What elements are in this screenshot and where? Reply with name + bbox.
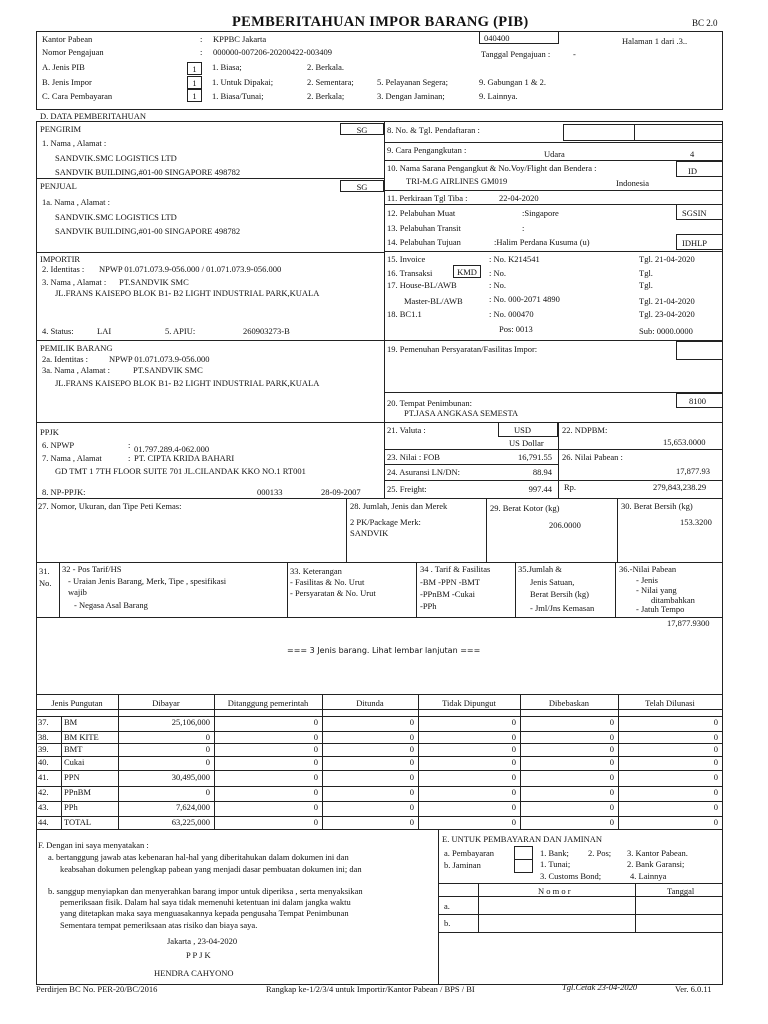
f16-no: : No. xyxy=(489,268,506,278)
footer-ver: Ver. 6.0.11 xyxy=(675,984,712,994)
f30-label: 30. Berat Bersih (kg) xyxy=(621,501,693,511)
c36c: - Nilai yang xyxy=(636,585,677,595)
f17-tgl: Tgl. xyxy=(639,280,653,290)
pungutan-cell: 0 xyxy=(409,732,414,742)
pungutan-row-jenis: PPh xyxy=(64,802,78,812)
ppjk-np: 000133 xyxy=(257,487,283,497)
pungutan-cell: 0 xyxy=(713,744,718,754)
pungutan-cell: 0 xyxy=(511,817,516,827)
halaman: Halaman 1 dari .3.. xyxy=(622,36,688,46)
f29-label: 29. Berat Kotor (kg) xyxy=(490,503,560,513)
f17b-label: Master-BL/AWB xyxy=(404,296,463,306)
pungutan-cell: 0 xyxy=(511,772,516,782)
pungutan-cell: 0 xyxy=(511,717,516,727)
footer-cetak: Tgl.Cetak 23-04-2020 xyxy=(562,982,638,992)
pungutan-cell: 0 xyxy=(511,802,516,812)
pay-b: b. Jaminan xyxy=(444,860,481,870)
c36-val: 17,877.9300 xyxy=(667,618,710,628)
f16-tgl: Tgl. xyxy=(639,268,653,278)
f28-label: 28. Jumlah, Jenis dan Merek xyxy=(350,501,448,511)
f11-label: 11. Perkiraan Tgl Tiba : xyxy=(387,193,468,203)
pungutan-cell: 0 xyxy=(205,757,210,767)
pungutan-cell: 0 xyxy=(609,717,614,727)
decl-name: HENDRA CAHYONO xyxy=(154,968,234,978)
cara-bayar-opt-3: 3. Dengan Jaminan; xyxy=(377,91,445,101)
c32a: 32 - Pos Tarif/HS xyxy=(62,564,122,574)
ppjk-alamat: GD TMT 1 7TH FLOOR SUITE 701 JL.CILANDAK KKO NO.1 RT001 xyxy=(55,466,306,476)
c31b: No. xyxy=(39,578,52,588)
pungutan-cell: 0 xyxy=(409,817,414,827)
c32c: wajib xyxy=(68,587,87,597)
f20-val: PT.JASA ANGKASA SEMESTA xyxy=(404,408,519,418)
f22-val: 15,653.0000 xyxy=(663,437,706,447)
pay-o2: 2. Pos; xyxy=(588,848,612,858)
f16-box: KMD xyxy=(457,267,477,277)
nomor-pengajuan: 000000-007206-20200422-003409 xyxy=(213,47,332,57)
pungutan-cell: 0 xyxy=(205,732,210,742)
pungutan-cell: 0 xyxy=(313,817,318,827)
pungutan-cell: 0 xyxy=(609,757,614,767)
pungutan-row-no: 43. xyxy=(38,802,49,812)
section-d-title: D. DATA PEMBERITAHUAN xyxy=(40,111,147,121)
f10-code: ID xyxy=(688,166,697,176)
decl-b4: Sementara tempat pemeriksaan atas risiko dan biaya saya. xyxy=(60,920,258,930)
form-code: BC 2.0 xyxy=(692,18,718,28)
pungutan-cell: 0 xyxy=(609,744,614,754)
f10-val: TRI-M.G AIRLINES GM019 xyxy=(406,176,508,186)
cara-bayar-opt-2: 2. Berkala; xyxy=(307,91,345,101)
decl-b1: b. sanggup menyiapkan dan menyerahkan barang impor untuk diperiksa , serta menyaksikan xyxy=(48,886,363,896)
ppjk-nama: PT. CIPTA KRIDA BAHARI xyxy=(134,453,235,463)
pungutan-cell: 0 xyxy=(713,772,718,782)
penjual-country: SG xyxy=(356,182,368,192)
pungutan-cell: 0 xyxy=(313,772,318,782)
c36a: 36.-Nilai Pabean xyxy=(619,564,677,574)
importir-nama-label: 3. Nama , Alamat : xyxy=(42,277,107,287)
f17-no: : No. xyxy=(489,280,506,290)
kantor-code: 040400 xyxy=(484,33,510,43)
pungutan-row-jenis: BMT xyxy=(64,744,83,754)
c35b: Jenis Satuan, xyxy=(530,577,575,587)
f8-label: 8. No. & Tgl. Pendaftaran : xyxy=(387,125,480,135)
jenis-pib-label: A. Jenis PIB xyxy=(42,62,85,72)
importir-apiu: 260903273-B xyxy=(243,326,290,336)
kantor-pabean-label: Kantor Pabean xyxy=(42,34,93,44)
nomor-pengajuan-label: Nomor Pengajuan xyxy=(42,47,104,57)
pengirim-nama: SANDVIK.SMC LOGISTICS LTD xyxy=(55,153,177,163)
penjual-label: PENJUAL xyxy=(40,181,77,191)
f10-country: Indonesia xyxy=(616,178,650,188)
importir-status: LAI xyxy=(97,326,112,336)
importir-nama: PT.SANDVIK SMC xyxy=(119,277,189,287)
pungutan-row-jenis: Cukai xyxy=(64,757,85,767)
f14-code: IDHLP xyxy=(682,238,708,248)
f17b-no: : No. 000-2071 4890 xyxy=(489,294,560,304)
f24-label: 24. Asuransi LN/DN: xyxy=(387,467,460,477)
pungutan-cell: 25,106,000 xyxy=(171,717,210,727)
pungutan-cell: 0 xyxy=(409,757,414,767)
ph-ditanggung: Ditanggung pemerintah xyxy=(227,698,309,708)
pungutan-cell: 0 xyxy=(205,787,210,797)
importir-identitas: NPWP 01.071.073.9-056.000 / 01.071.073.9-056.000 xyxy=(99,264,282,274)
f21-name: US Dollar xyxy=(509,438,544,448)
c36e: - Jatuh Tempo xyxy=(636,604,685,614)
pungutan-cell: 0 xyxy=(409,744,414,754)
pemilik-identitas-label: 2a. Identitas : xyxy=(42,354,89,364)
f30-val: 153.3200 xyxy=(680,517,712,527)
pungutan-cell: 0 xyxy=(409,787,414,797)
jenis-impor-opt-9: 9. Gabungan 1 & 2. xyxy=(479,77,547,87)
f26-usd: 17,877.93 xyxy=(676,466,710,476)
pungutan-cell: 0 xyxy=(313,717,318,727)
f11-val: 22-04-2020 xyxy=(499,193,539,203)
pungutan-cell: 0 xyxy=(409,717,414,727)
f26-label: 26. Nilai Pabean : xyxy=(562,452,623,462)
cara-bayar-opt-9: 9. Lainnya. xyxy=(479,91,518,101)
f14-val: :Halim Perdana Kusuma (u) xyxy=(494,237,590,247)
pay-o7: 4. Lainnya xyxy=(630,871,667,881)
tanggal-pengajuan: - xyxy=(573,49,576,59)
pungutan-cell: 0 xyxy=(511,787,516,797)
c35c: Berat Bersih (kg) xyxy=(530,589,590,599)
items-note: === 3 Jenis barang. Lihat lembar lanjutan === xyxy=(287,646,481,655)
c34d: -PPh xyxy=(420,601,437,611)
pemilik-nama-label: 3a. Nama , Alamat : xyxy=(42,365,110,375)
pengirim-nama-label: 1. Nama , Alamat : xyxy=(42,138,107,148)
pemilik-alamat: JL.FRANS KAISEPO BLOK B1- B2 LIGHT INDUSTRIAL PARK,KUALA xyxy=(55,378,320,388)
pungutan-cell: 0 xyxy=(511,757,516,767)
ppjk-label: PPJK xyxy=(40,427,59,437)
jenis-impor-opt-5: 5. Pelayanan Segera; xyxy=(377,77,449,87)
pungutan-cell: 0 xyxy=(713,717,718,727)
pay-o1: 1. Bank; xyxy=(540,848,569,858)
pay-tanggal: Tanggal xyxy=(667,886,695,896)
f9-label: 9. Cara Pengangkutan : xyxy=(387,145,467,155)
footer-mid: Rangkap ke-1/2/3/4 untuk Importir/Kantor Pabean / BPS / BI xyxy=(266,984,475,994)
pungutan-row-no: 39. xyxy=(38,744,49,754)
pungutan-cell: 0 xyxy=(609,802,614,812)
f25-label: 25. Freight: xyxy=(387,484,427,494)
pungutan-cell: 0 xyxy=(205,744,210,754)
f28-brand: SANDVIK xyxy=(350,528,389,538)
f14-label: 14. Pelabuhan Tujuan xyxy=(387,237,461,247)
importir-alamat: JL.FRANS KAISEPO BLOK B1- B2 LIGHT INDUSTRIAL PARK,KUALA xyxy=(55,288,320,298)
ph-jenis: Jenis Pungutan xyxy=(51,698,103,708)
f12-label: 12. Pelabuhan Muat xyxy=(387,208,456,218)
importir-status-label: 4. Status: xyxy=(42,326,74,336)
pungutan-cell: 0 xyxy=(409,772,414,782)
pay-o6: 3. Customs Bond; xyxy=(540,871,602,881)
f25-val: 997.44 xyxy=(528,484,552,494)
pungutan-cell: 0 xyxy=(313,757,318,767)
kantor-pabean: KPPBC Jakarta xyxy=(213,34,267,44)
f29-val: 206.0000 xyxy=(549,520,581,530)
f26-rp-label: Rp. xyxy=(564,482,577,492)
pungutan-row-no: 42. xyxy=(38,787,49,797)
pungutan-row-jenis: BM xyxy=(64,717,78,727)
footer-left: Perdirjen BC No. PER-20/BC/2016 xyxy=(36,984,158,994)
pengirim-alamat: SANDVIK BUILDING,#01-00 SINGAPORE 498782 xyxy=(55,167,241,177)
pungutan-cell: 7,624,000 xyxy=(176,802,210,812)
f13-label: 13. Pelabuhan Transit xyxy=(387,223,461,233)
pay-o3: 3. Kantor Pabean. xyxy=(627,848,688,858)
pungutan-cell: 0 xyxy=(609,732,614,742)
jenis-impor-opt-2: 2. Sementara; xyxy=(307,77,354,87)
f12-code: SGSIN xyxy=(682,208,707,218)
f21-val: USD xyxy=(514,425,532,435)
jenis-impor-val: 1 xyxy=(192,78,197,88)
decl-role: P P J K xyxy=(186,950,211,960)
ppjk-nama-label: 7. Nama , Alamat xyxy=(42,453,102,463)
importir-identitas-label: 2. Identitas : xyxy=(42,264,85,274)
decl-place-date: Jakarta , 23-04-2020 xyxy=(167,936,238,946)
pungutan-cell: 0 xyxy=(511,744,516,754)
pungutan-row-no: 40. xyxy=(38,757,49,767)
pengirim-country: SG xyxy=(356,125,368,135)
pemilik-label: PEMILIK BARANG xyxy=(40,343,113,353)
pungutan-cell: 0 xyxy=(313,744,318,754)
f18-no: : No. 000470 xyxy=(489,309,534,319)
c34a: 34 . Tarif & Fasilitas xyxy=(420,564,491,574)
f18-tgl: Tgl. 23-04-2020 xyxy=(639,309,695,319)
pungutan-row-no: 41. xyxy=(38,772,49,782)
tanggal-pengajuan-label: Tanggal Pengajuan : xyxy=(481,49,551,59)
f17b-tgl: Tgl. 21-04-2020 xyxy=(639,296,695,306)
f27-label: 27. Nomor, Ukuran, dan Tipe Peti Kemas: xyxy=(38,501,182,511)
page-title: PEMBERITAHUAN IMPOR BARANG (PIB) xyxy=(232,14,529,30)
pungutan-cell: 0 xyxy=(713,757,718,767)
f24-val: 88.94 xyxy=(532,467,552,477)
pay-nomor: N o m o r xyxy=(538,886,571,896)
ppjk-npwp: 01.797.289.4-062.000 xyxy=(134,444,210,454)
pungutan-row-jenis: TOTAL xyxy=(64,817,92,827)
f16-label: 16. Transaksi xyxy=(387,268,433,278)
pungutan-cell: 0 xyxy=(713,817,718,827)
pungutan-cell: 0 xyxy=(313,732,318,742)
jenis-pib-opt-2: 2. Berkala. xyxy=(307,62,345,72)
c34b: -BM -PPN -BMT xyxy=(420,577,480,587)
c36d: ditambahkan xyxy=(651,595,695,605)
f26-rp: 279,843,238.29 xyxy=(653,482,707,492)
f17-label: 17. House-BL/AWB xyxy=(387,280,457,290)
pungutan-row-jenis: BM KITE xyxy=(64,732,99,742)
pungutan-row-jenis: PPnBM xyxy=(64,787,91,797)
f15-label: 15. Invoice xyxy=(387,254,426,264)
pungutan-row-no: 37. xyxy=(38,717,49,727)
pungutan-cell: 0 xyxy=(713,802,718,812)
f23-val: 16,791.55 xyxy=(518,452,552,462)
f15-no: : No. K214541 xyxy=(489,254,540,264)
ppjk-np-label: 8. NP-PPJK: xyxy=(42,487,86,497)
c33a: 33. Keterangan xyxy=(290,566,342,576)
pungutan-row-no: 38. xyxy=(38,732,49,742)
c36b: - Jenis xyxy=(636,575,658,585)
ppjk-npwp-label: 6. NPWP xyxy=(42,440,75,450)
penjual-nama: SANDVIK.SMC LOGISTICS LTD xyxy=(55,212,177,222)
pungutan-cell: 0 xyxy=(511,732,516,742)
importir-label: IMPORTIR xyxy=(40,254,81,264)
f9-val: Udara xyxy=(544,149,565,159)
ph-dibebaskan: Dibebaskan xyxy=(548,698,590,708)
decl-title: F. Dengan ini saya menyatakan : xyxy=(38,840,149,850)
f12-val: :Singapore xyxy=(522,208,559,218)
pungutan-row-jenis: PPN xyxy=(64,772,80,782)
pungutan-cell: 0 xyxy=(609,787,614,797)
ph-dilunasi: Telah Dilunasi xyxy=(645,698,695,708)
c32d: - Negasa Asal Barang xyxy=(74,600,148,610)
pay-a: a. Pembayaran xyxy=(444,848,495,858)
c33c: - Persyaratan & No. Urut xyxy=(290,588,376,598)
pungutan-cell: 0 xyxy=(713,787,718,797)
f18-label: 18. BC1.1 xyxy=(387,309,422,319)
jenis-pib-opt-1: 1. Biasa; xyxy=(212,62,242,72)
pay-o5: 2. Bank Garansi; xyxy=(627,859,685,869)
pay-ra: a. xyxy=(444,901,450,911)
cara-bayar-opt-1: 1. Biasa/Tunai; xyxy=(212,91,264,101)
importir-apiu-label: 5. APIU: xyxy=(165,326,196,336)
c33b: - Fasilitas & No. Urut xyxy=(290,577,365,587)
f28-val: 2 PK/Package Merk: xyxy=(350,517,421,527)
c35a: 35.Jumlah & xyxy=(518,564,562,574)
pungutan-row-no: 44. xyxy=(38,817,49,827)
f20-label: 20. Tempat Penimbunan: xyxy=(387,398,472,408)
jenis-pib-val: 1 xyxy=(192,64,197,74)
pay-o4: 1. Tunai; xyxy=(540,859,571,869)
f18-pos: Pos: 0013 xyxy=(499,324,533,334)
decl-a1: a. bertanggung jawab atas kebenaran hal-hal yang diberitahukan dalam dokumen ini dan xyxy=(48,852,349,862)
f20-code: 8100 xyxy=(689,396,706,406)
f10-label: 10. Nama Sarana Pengangkut & No.Voy/Flight dan Bendera : xyxy=(387,163,597,173)
pungutan-cell: 0 xyxy=(609,772,614,782)
cara-bayar-label: C. Cara Pembayaran xyxy=(42,91,113,101)
ppjk-np-date: 28-09-2007 xyxy=(321,487,361,497)
ph-ditunda: Ditunda xyxy=(356,698,384,708)
f19-label: 19. Pemenuhan Persyaratan/Fasilitas Impor: xyxy=(387,344,538,354)
pungutan-cell: 63,225,000 xyxy=(171,817,210,827)
penjual-nama-label: 1a. Nama , Alamat : xyxy=(42,197,110,207)
f21-label: 21. Valuta : xyxy=(387,425,426,435)
decl-b2: pemeriksaan fisik. Dalam hal saya tidak memenuhi ketentuan ini dalam jangka waktu xyxy=(60,897,351,907)
decl-a2: keabsahan dokumen pelengkap pabean yang menjadi dasar pembuatan dokumen ini; dan xyxy=(60,864,362,874)
ph-tidak: Tidak Dipungut xyxy=(442,698,496,708)
pungutan-cell: 0 xyxy=(609,817,614,827)
pay-title: E. UNTUK PEMBAYARAN DAN JAMINAN xyxy=(442,834,603,844)
penjual-alamat: SANDVIK BUILDING,#01-00 SINGAPORE 498782 xyxy=(55,226,241,236)
jenis-impor-label: B. Jenis Impor xyxy=(42,77,92,87)
f9-code: 4 xyxy=(690,149,695,159)
pungutan-cell: 0 xyxy=(313,787,318,797)
f15-tgl: Tgl. 21-04-2020 xyxy=(639,254,695,264)
pungutan-cell: 0 xyxy=(313,802,318,812)
f13-val: : xyxy=(522,223,525,233)
pungutan-cell: 0 xyxy=(409,802,414,812)
pungutan-cell: 30,495,000 xyxy=(171,772,210,782)
c31a: 31. xyxy=(39,566,50,576)
c35d: - Jml/Jns Kemasan xyxy=(530,603,595,613)
pengirim-label: PENGIRIM xyxy=(40,124,82,134)
pay-rb: b. xyxy=(444,918,451,928)
pungutan-cell: 0 xyxy=(713,732,718,742)
ph-dibayar: Dibayar xyxy=(152,698,180,708)
decl-b3: yang ditetapkan maka saya menguasakannya kepada pengusaha Tempat Penimbunan xyxy=(60,908,349,918)
f18-sub: Sub: 0000.0000 xyxy=(639,326,693,336)
pemilik-identitas: NPWP 01.071.073.9-056.000 xyxy=(109,354,210,364)
c32b: - Uraian Jenis Barang, Merk, Tipe , spesifikasi xyxy=(68,576,227,586)
f22-label: 22. NDPBM: xyxy=(562,425,608,435)
jenis-impor-opt-1: 1. Untuk Dipakai; xyxy=(212,77,274,87)
f23-label: 23. Nilai : FOB xyxy=(387,452,440,462)
cara-bayar-val: 1 xyxy=(192,91,197,101)
c34c: -PPnBM -Cukai xyxy=(420,589,476,599)
pemilik-nama: PT.SANDVIK SMC xyxy=(133,365,203,375)
